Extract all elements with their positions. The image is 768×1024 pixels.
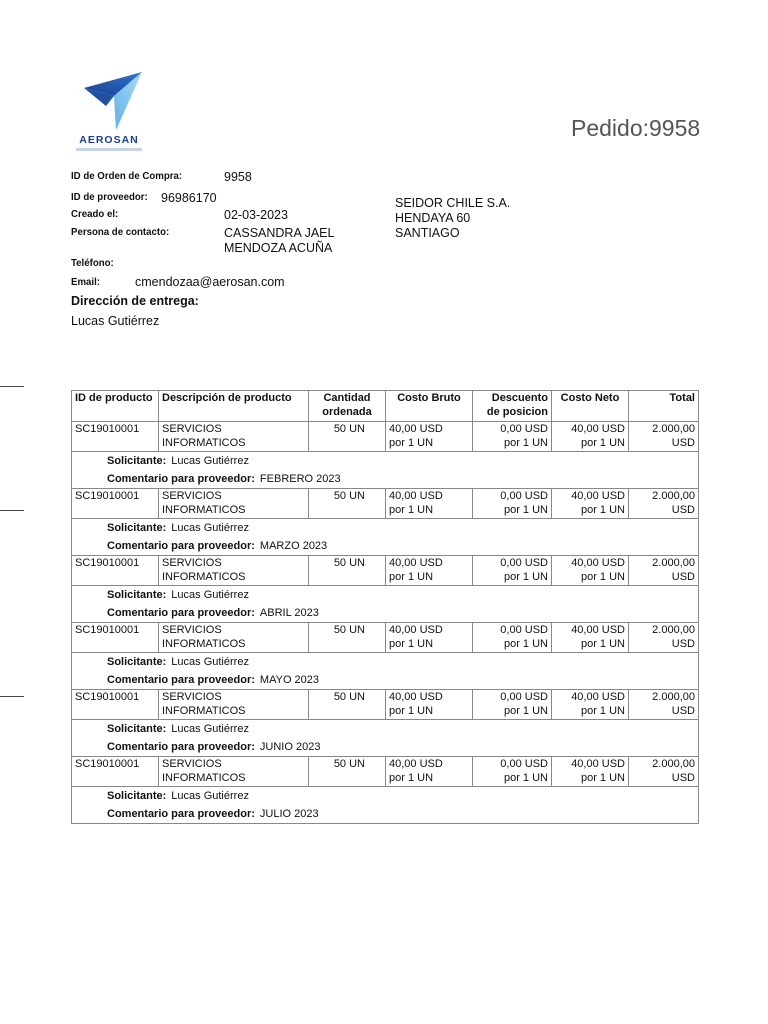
comment-value: ABRIL 2023 <box>259 607 319 619</box>
requester-line <box>107 723 695 736</box>
gross-cost-line1: 40,00 USD <box>389 691 443 703</box>
net-cost-cell <box>552 757 629 787</box>
created-label: Creado el: <box>71 208 119 220</box>
total-cell <box>629 489 699 519</box>
net-cost-line2: por 1 UN <box>580 436 625 449</box>
discount-cell <box>473 623 552 653</box>
total-line2: USD <box>671 637 695 650</box>
net-cost-cell <box>552 690 629 720</box>
gross-cost-line2: por 1 UN <box>389 637 434 650</box>
col-discount-line2: de posicion <box>486 405 548 418</box>
table-row-details <box>72 586 699 623</box>
col-quantity-line2: ordenada <box>322 405 372 418</box>
discount-cell <box>473 690 552 720</box>
table-row-details <box>72 653 699 690</box>
description-line2: INFORMATICOS <box>162 503 246 516</box>
row-details-cell <box>72 653 699 690</box>
total-line1: 2.000,00 <box>652 691 695 703</box>
quantity-cell: 50 UN <box>309 690 386 720</box>
requester-value: Lucas Gutiérrez <box>171 589 249 601</box>
margin-mark <box>0 386 24 387</box>
total-cell <box>629 623 699 653</box>
quantity-cell: 50 UN <box>309 556 386 586</box>
gross-cost-cell <box>386 489 473 519</box>
quantity-cell: 50 UN <box>309 422 386 452</box>
comment-line <box>107 473 695 486</box>
comment-label: Comentario para proveedor: <box>107 741 255 753</box>
supplier-address-line2: HENDAYA 60 <box>395 211 471 225</box>
quantity-cell: 50 UN <box>309 489 386 519</box>
comment-line <box>107 674 695 687</box>
table-row <box>72 623 699 653</box>
description-cell <box>159 757 309 787</box>
requester-label: Solicitante: <box>107 790 167 802</box>
comment-label: Comentario para proveedor: <box>107 473 255 485</box>
description-line1: SERVICIOS <box>162 557 222 569</box>
total-line2: USD <box>671 570 695 583</box>
product-id-cell: SC19010001 <box>72 623 159 653</box>
gross-cost-line2: por 1 UN <box>389 436 434 449</box>
quantity-cell: 50 UN <box>309 623 386 653</box>
discount-line2: por 1 UN <box>503 436 548 449</box>
requester-line <box>107 790 695 803</box>
gross-cost-line1: 40,00 USD <box>389 624 443 636</box>
comment-line <box>107 741 695 754</box>
comment-value: FEBRERO 2023 <box>259 473 341 485</box>
description-line1: SERVICIOS <box>162 691 222 703</box>
supplier-id-value: 96986170 <box>161 191 217 205</box>
order-items-table <box>71 390 699 824</box>
gross-cost-line1: 40,00 USD <box>389 490 443 502</box>
discount-cell <box>473 489 552 519</box>
comment-value: MARZO 2023 <box>259 540 328 552</box>
total-cell <box>629 556 699 586</box>
gross-cost-line2: por 1 UN <box>389 503 434 516</box>
delivery-name: Lucas Gutiérrez <box>71 314 160 328</box>
description-cell <box>159 556 309 586</box>
table-row-details <box>72 452 699 489</box>
supplier-address-line1: SEIDOR CHILE S.A. <box>395 196 511 210</box>
description-line1: SERVICIOS <box>162 758 222 770</box>
row-details-cell <box>72 586 699 623</box>
requester-label: Solicitante: <box>107 656 167 668</box>
gross-cost-cell <box>386 422 473 452</box>
po-id-value: 9958 <box>224 170 252 184</box>
gross-cost-cell <box>386 623 473 653</box>
col-discount-line1: Descuento <box>491 392 548 404</box>
product-id-cell: SC19010001 <box>72 489 159 519</box>
net-cost-cell <box>552 556 629 586</box>
requester-value: Lucas Gutiérrez <box>171 656 249 668</box>
col-quantity-line1: Cantidad <box>323 392 371 404</box>
email-label: Email: <box>71 276 100 288</box>
product-id-cell: SC19010001 <box>72 422 159 452</box>
requester-value: Lucas Gutiérrez <box>171 455 249 467</box>
table-row-details <box>72 787 699 824</box>
supplier-id-label: ID de proveedor: <box>71 191 148 203</box>
discount-line2: por 1 UN <box>503 704 548 717</box>
description-line2: INFORMATICOS <box>162 704 246 717</box>
total-line2: USD <box>671 704 695 717</box>
aerosan-logo-mark <box>70 66 150 134</box>
table-row <box>72 556 699 586</box>
net-cost-line1: 40,00 USD <box>571 490 625 502</box>
table-row-details <box>72 519 699 556</box>
requester-line <box>107 522 695 535</box>
requester-value: Lucas Gutiérrez <box>171 790 249 802</box>
total-cell <box>629 757 699 787</box>
product-id-cell: SC19010001 <box>72 757 159 787</box>
net-cost-line2: por 1 UN <box>580 704 625 717</box>
table-row-details <box>72 720 699 757</box>
description-line2: INFORMATICOS <box>162 570 246 583</box>
col-total: Total <box>629 391 699 422</box>
row-details-cell <box>72 452 699 489</box>
requester-line <box>107 656 695 669</box>
requester-value: Lucas Gutiérrez <box>171 723 249 735</box>
row-details-cell <box>72 720 699 757</box>
created-value: 02-03-2023 <box>224 208 288 222</box>
description-cell <box>159 422 309 452</box>
col-discount <box>473 391 552 422</box>
gross-cost-line2: por 1 UN <box>389 570 434 583</box>
logo-wordmark: AEROSAN <box>79 134 139 146</box>
description-line2: INFORMATICOS <box>162 436 246 449</box>
table-row <box>72 489 699 519</box>
requester-line <box>107 455 695 468</box>
col-product-id: ID de producto <box>72 391 159 422</box>
quantity-cell: 50 UN <box>309 757 386 787</box>
comment-value: JULIO 2023 <box>259 808 319 820</box>
comment-label: Comentario para proveedor: <box>107 540 255 552</box>
requester-line <box>107 589 695 602</box>
requester-label: Solicitante: <box>107 723 167 735</box>
email-value: cmendozaa@aerosan.com <box>135 275 285 289</box>
aerosan-logo <box>70 66 150 154</box>
net-cost-line1: 40,00 USD <box>571 557 625 569</box>
net-cost-cell <box>552 422 629 452</box>
table-row <box>72 757 699 787</box>
net-cost-line2: por 1 UN <box>580 771 625 784</box>
contact-value-line2: MENDOZA ACUÑA <box>224 241 333 255</box>
gross-cost-cell <box>386 757 473 787</box>
discount-line1: 0,00 USD <box>500 423 548 435</box>
gross-cost-line2: por 1 UN <box>389 704 434 717</box>
discount-line1: 0,00 USD <box>500 691 548 703</box>
delivery-heading: Dirección de entrega: <box>71 294 199 308</box>
description-line1: SERVICIOS <box>162 423 222 435</box>
total-line2: USD <box>671 503 695 516</box>
comment-value: JUNIO 2023 <box>259 741 321 753</box>
discount-line1: 0,00 USD <box>500 557 548 569</box>
supplier-address-line3: SANTIAGO <box>395 226 460 240</box>
discount-cell <box>473 422 552 452</box>
net-cost-cell <box>552 489 629 519</box>
col-quantity <box>309 391 386 422</box>
comment-line <box>107 607 695 620</box>
gross-cost-line1: 40,00 USD <box>389 423 443 435</box>
margin-mark <box>0 696 24 697</box>
contact-label: Persona de contacto: <box>71 226 170 238</box>
table-row <box>72 422 699 452</box>
total-line1: 2.000,00 <box>652 423 695 435</box>
comment-label: Comentario para proveedor: <box>107 607 255 619</box>
description-cell <box>159 690 309 720</box>
net-cost-line2: por 1 UN <box>580 503 625 516</box>
requester-value: Lucas Gutiérrez <box>171 522 249 534</box>
description-cell <box>159 489 309 519</box>
phone-label: Teléfono: <box>71 257 114 269</box>
discount-line1: 0,00 USD <box>500 490 548 502</box>
po-id-label: ID de Orden de Compra: <box>71 170 183 182</box>
discount-line2: por 1 UN <box>503 637 548 650</box>
col-description: Descripción de producto <box>159 391 309 422</box>
row-details-cell <box>72 787 699 824</box>
discount-line1: 0,00 USD <box>500 758 548 770</box>
col-net-cost: Costo Neto <box>552 391 629 422</box>
total-cell <box>629 690 699 720</box>
gross-cost-cell <box>386 690 473 720</box>
total-line1: 2.000,00 <box>652 624 695 636</box>
table-row <box>72 690 699 720</box>
gross-cost-line2: por 1 UN <box>389 771 434 784</box>
net-cost-line1: 40,00 USD <box>571 691 625 703</box>
comment-line <box>107 540 695 553</box>
total-line2: USD <box>671 436 695 449</box>
discount-line1: 0,00 USD <box>500 624 548 636</box>
requester-label: Solicitante: <box>107 522 167 534</box>
order-title: Pedido:9958 <box>571 115 701 141</box>
contact-value-line1: CASSANDRA JAEL <box>224 226 335 240</box>
net-cost-line1: 40,00 USD <box>571 758 625 770</box>
discount-cell <box>473 556 552 586</box>
logo-tagline-bar <box>76 148 142 151</box>
discount-line2: por 1 UN <box>503 570 548 583</box>
discount-line2: por 1 UN <box>503 503 548 516</box>
net-cost-cell <box>552 623 629 653</box>
discount-line2: por 1 UN <box>503 771 548 784</box>
description-line1: SERVICIOS <box>162 624 222 636</box>
col-gross-cost: Costo Bruto <box>386 391 473 422</box>
product-id-cell: SC19010001 <box>72 690 159 720</box>
gross-cost-line1: 40,00 USD <box>389 758 443 770</box>
net-cost-line1: 40,00 USD <box>571 423 625 435</box>
description-line2: INFORMATICOS <box>162 771 246 784</box>
margin-mark <box>0 510 24 511</box>
comment-value: MAYO 2023 <box>259 674 320 686</box>
total-cell <box>629 422 699 452</box>
description-line1: SERVICIOS <box>162 490 222 502</box>
description-line2: INFORMATICOS <box>162 637 246 650</box>
table-header-row <box>72 391 699 422</box>
gross-cost-line1: 40,00 USD <box>389 557 443 569</box>
total-line1: 2.000,00 <box>652 490 695 502</box>
row-details-cell <box>72 519 699 556</box>
comment-label: Comentario para proveedor: <box>107 674 255 686</box>
total-line1: 2.000,00 <box>652 557 695 569</box>
description-cell <box>159 623 309 653</box>
comment-line <box>107 808 695 821</box>
gross-cost-cell <box>386 556 473 586</box>
net-cost-line2: por 1 UN <box>580 570 625 583</box>
requester-label: Solicitante: <box>107 589 167 601</box>
total-line1: 2.000,00 <box>652 758 695 770</box>
product-id-cell: SC19010001 <box>72 556 159 586</box>
net-cost-line2: por 1 UN <box>580 637 625 650</box>
discount-cell <box>473 757 552 787</box>
comment-label: Comentario para proveedor: <box>107 808 255 820</box>
total-line2: USD <box>671 771 695 784</box>
net-cost-line1: 40,00 USD <box>571 624 625 636</box>
requester-label: Solicitante: <box>107 455 167 467</box>
